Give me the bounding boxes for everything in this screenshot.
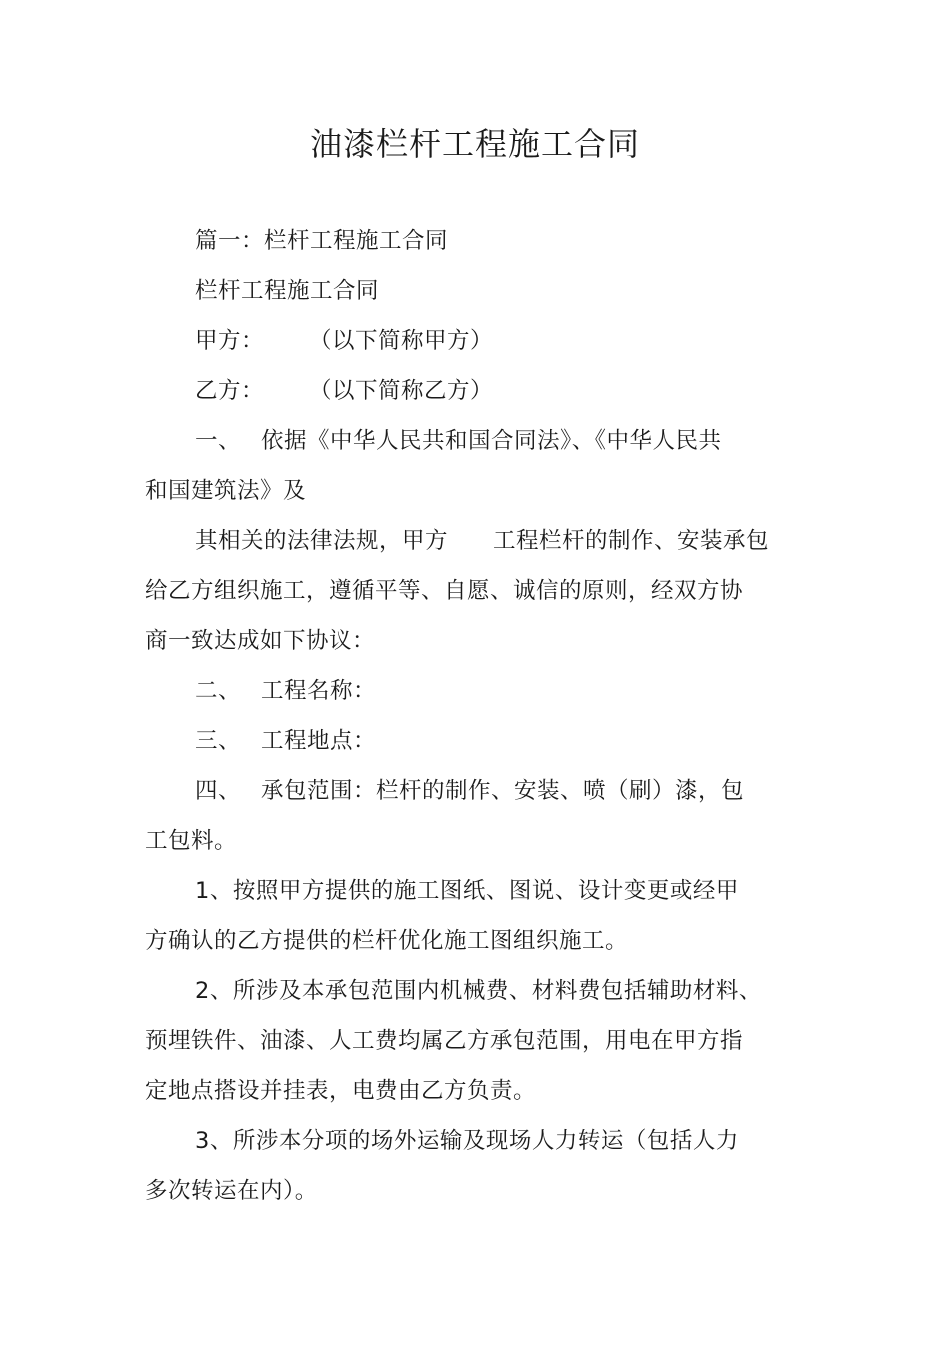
paragraph-line [145,1174,318,1208]
clause-text: 工包料。 [145,828,238,854]
contract-name: 栏杆工程施工合同 [195,278,380,304]
item-1-line [195,874,739,908]
paragraph-line [145,824,237,858]
party-b-label: 乙方： [195,378,265,404]
party-b-note: （以下简称乙方） [309,378,494,404]
party-a-label: 甲方： [195,328,265,354]
document-title: 油漆栏杆工程施工合同 [309,125,640,163]
item-3-line [195,1124,739,1158]
clause-text: 其相关的法律法规，甲方 [195,528,449,554]
paragraph-line [145,1074,536,1108]
section-heading: 篇一：栏杆工程施工合同 [195,228,449,254]
paragraph-line [145,924,628,958]
clause-number: 四、 [195,778,242,804]
item-text: 1、按照甲方提供的施工图纸、图说、设计变更或经甲 [195,878,739,904]
paragraph-line [145,574,743,608]
paragraph-line [195,524,769,558]
clause-text: 给乙方组织施工，遵循平等、自愿、诚信的原则，经双方协 [145,578,744,604]
clause-text: 依据《中华人民共和国合同法》、《中华人民共 [261,428,722,454]
item-text: 多次转运在内）。 [145,1178,318,1204]
item-text: 3、所涉本分项的场外运输及现场人力转运（包括人力 [195,1128,739,1154]
clause-3-line [195,724,376,758]
paragraph-line [145,1024,743,1058]
clause-4-line [195,774,744,808]
clause-text: 商一致达成如下协议： [145,628,376,654]
clause-text: 承包范围：栏杆的制作、安装、喷（刷）漆，包 [261,778,745,804]
party-a-note: （以下简称甲方） [309,328,494,354]
clause-text: 工程栏杆的制作、安装承包 [493,528,770,554]
paragraph-line [195,224,448,258]
clause-number: 三、 [195,728,242,754]
clause-number: 一、 [195,428,242,454]
item-text: 方确认的乙方提供的栏杆优化施工图组织施工。 [145,928,629,954]
paragraph-line [195,274,379,308]
clause-text: 工程地点： [261,728,377,754]
paragraph-line [145,474,306,508]
party-b-line [195,374,493,408]
item-2-line [195,974,762,1008]
clause-1-line [195,424,722,458]
party-a-line [195,324,493,358]
item-text: 2、所涉及本承包范围内机械费、材料费包括辅助材料、 [195,978,762,1004]
clause-2-line [195,674,376,708]
clause-text: 和国建筑法》及 [145,478,307,504]
item-text: 定地点搭设并挂表，电费由乙方负责。 [145,1078,537,1104]
clause-number: 二、 [195,678,242,704]
paragraph-line [145,624,375,658]
item-text: 预埋铁件、油漆、人工费均属乙方承包范围，用电在甲方指 [145,1028,744,1054]
clause-text: 工程名称： [261,678,377,704]
